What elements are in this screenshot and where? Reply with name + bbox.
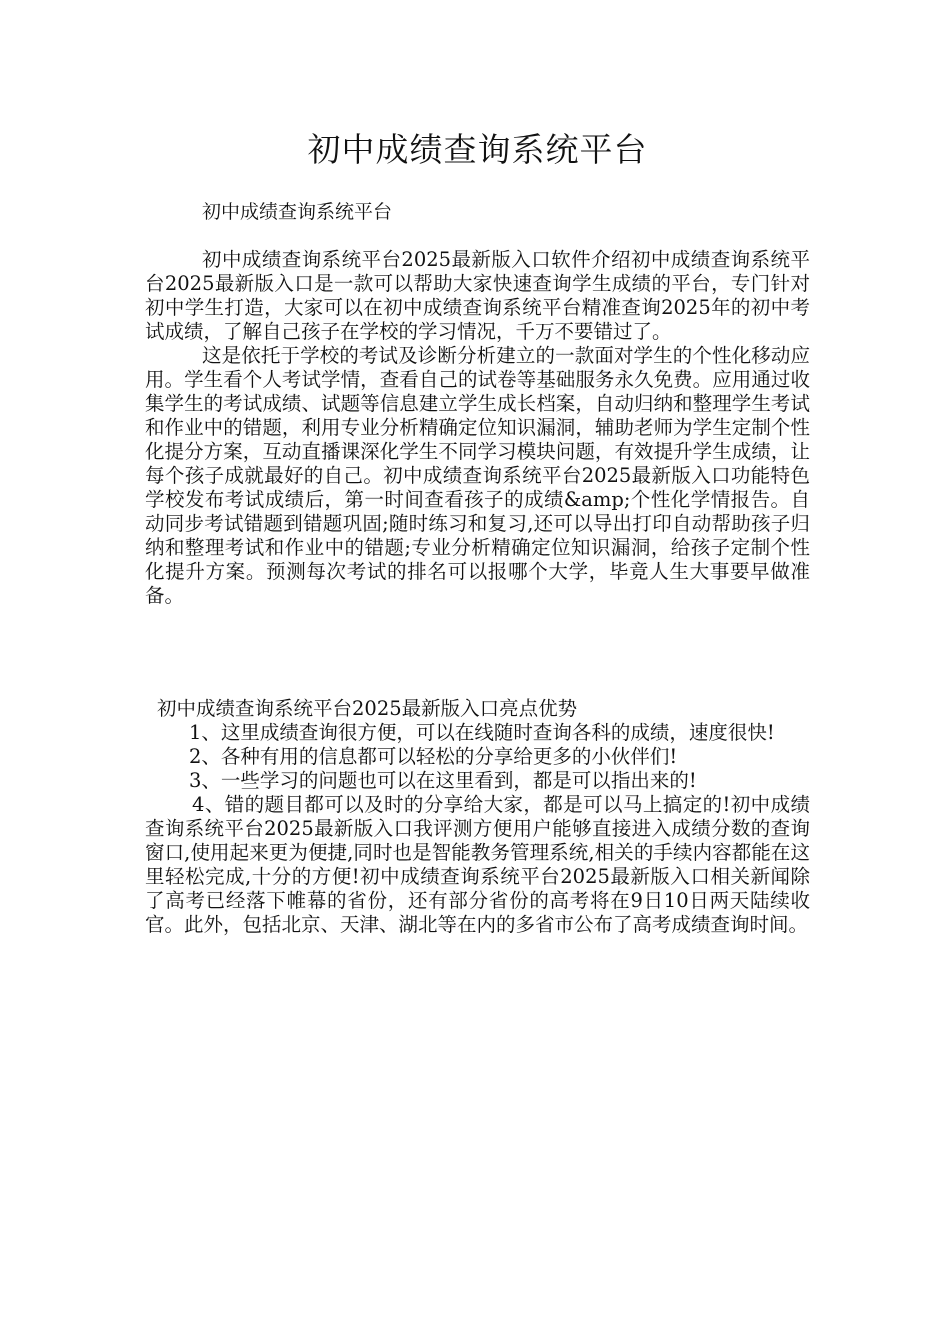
paragraph-intro: 初中成绩查询系统平台2025最新版入口软件介绍初中成绩查询系统平台2025最新版入口是一款可以帮助大家快速查询学生成绩的平台，专门针对初中学生打造，大家可以在初中成绩查询系统平台精准查询2025年的初中考试成绩，了解自己孩子在学校的学习情况，千万不要错过了。 bbox=[145, 248, 810, 343]
document-body bbox=[145, 248, 810, 608]
document-subtitle: 初中成绩查询系统平台 bbox=[202, 201, 393, 223]
highlights-heading: 初中成绩查询系统平台2025最新版入口亮点优势 bbox=[157, 697, 578, 720]
highlight-item-3: 3、一些学习的问题也可以在这里看到，都是可以指出来的! bbox=[189, 769, 697, 792]
document-title: 初中成绩查询系统平台 bbox=[307, 130, 648, 169]
highlight-item-2: 2、各种有用的信息都可以轻松的分享给更多的小伙伴们! bbox=[189, 745, 678, 768]
highlights-section bbox=[145, 697, 810, 937]
highlight-item-1: 1、这里成绩查询很方便，可以在线随时查询各科的成绩，速度很快! bbox=[189, 721, 775, 744]
paragraph-features: 这是依托于学校的考试及诊断分析建立的一款面对学生的个性化移动应用。学生看个人考试学情，查看自己的试卷等基础服务永久免费。应用通过收集学生的考试成绩、试题等信息建立学生成长档案，自动归纳和整理学生考试和作业中的错题，利用专业分析精确定位知识漏洞，辅助老师为学生定制个性化提分方案，互动直播课深化学生不同学习模块问题，有效提升学生成绩，让每个孩子成就最好的自己。初中成绩查询系统平台2025最新版入口功能特色学校发布考试成绩后，第一时间查看孩子的成绩&amp;个性化学情报告。自动同步考试错题到错题巩固;随时练习和复习,还可以导出打印自动帮助孩子归纳和整理考试和作业中的错题;专业分析精确定位知识漏洞，给孩子定制个性化提升方案。预测每次考试的排名可以报哪个大学，毕竟人生大事要早做准备。 bbox=[145, 344, 810, 607]
highlight-item-4: 4、错的题目都可以及时的分享给大家，都是可以马上搞定的!初中成绩查询系统平台2025最新版入口我评测方便用户能够直接进入成绩分数的查询窗口,使用起来更为便捷,同时也是智能教务管理系统,相关的手续内容都能在这里轻松完成,十分的方便!初中成绩查询系统平台2025最新版入口相关新闻除了高考已经落下帷幕的省份，还有部分省份的高考将在9日10日两天陆续收官。此外，包括北京、天津、湖北等在内的多省市公布了高考成绩查询时间。 bbox=[145, 793, 810, 936]
